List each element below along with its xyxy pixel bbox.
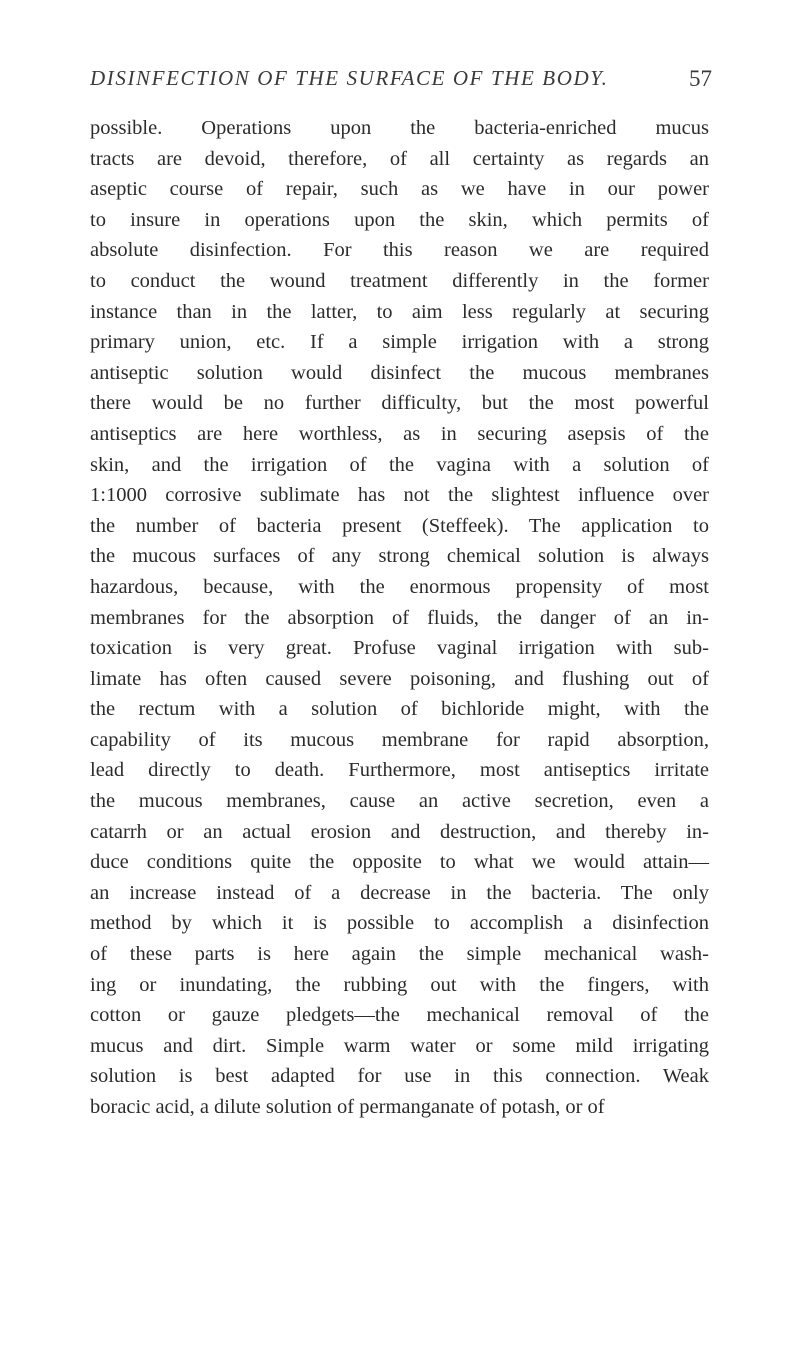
text-line: the mucous surfaces of any strong chemical solution is always bbox=[90, 545, 709, 568]
text-line: aseptic course of repair, such as we have in our power bbox=[90, 178, 709, 201]
text-line: duce conditions quite the opposite to what we would attain— bbox=[90, 851, 709, 874]
text-line: of these parts is here again the simple mechanical wash- bbox=[90, 943, 709, 966]
running-head: DISINFECTION OF THE SURFACE OF THE BODY. bbox=[90, 66, 609, 90]
text-line: to insure in operations upon the skin, which permits of bbox=[90, 208, 709, 231]
page-number: 57 bbox=[689, 66, 712, 91]
text-line: skin, and the irrigation of the vagina with a solution of bbox=[90, 453, 709, 476]
text-line: membranes for the absorption of fluids, the danger of an in- bbox=[90, 606, 709, 629]
text-line: an increase instead of a decrease in the bacteria. The only bbox=[90, 881, 709, 904]
text-line: antiseptics are here worthless, as in securing asepsis of the bbox=[90, 422, 709, 445]
text-line: there would be no further difficulty, but the most powerful bbox=[90, 392, 709, 415]
text-line: toxication is very great. Profuse vaginal irrigation with sub- bbox=[90, 637, 709, 660]
text-line: the rectum with a solution of bichloride might, with the bbox=[90, 698, 709, 721]
text-line: primary union, etc. If a simple irrigation with a strong bbox=[90, 331, 709, 354]
text-line: mucus and dirt. Simple warm water or some mild irrigating bbox=[90, 1034, 709, 1057]
text-line: solution is best adapted for use in this connection. Weak bbox=[90, 1065, 709, 1088]
text-line: absolute disinfection. For this reason we are required bbox=[90, 239, 709, 262]
text-line: method by which it is possible to accomplish a disinfection bbox=[90, 912, 709, 935]
text-line: lead directly to death. Furthermore, most antiseptics irritate bbox=[90, 759, 709, 782]
page-header bbox=[90, 66, 740, 100]
text-line: boracic acid, a dilute solution of permanganate of potash, or of bbox=[90, 1096, 605, 1118]
text-line: instance than in the latter, to aim less regularly at securing bbox=[90, 300, 709, 323]
text-line: capability of its mucous membrane for rapid absorption, bbox=[90, 728, 709, 751]
text-line: cotton or gauze pledgets—the mechanical removal of the bbox=[90, 1004, 709, 1027]
text-line: tracts are devoid, therefore, of all certainty as regards an bbox=[90, 147, 709, 170]
text-line: the mucous membranes, cause an active secretion, even a bbox=[90, 790, 709, 813]
text-line: to conduct the wound treatment differently in the former bbox=[90, 269, 709, 292]
text-line: ing or inundating, the rubbing out with the fingers, with bbox=[90, 973, 709, 996]
text-line: antiseptic solution would disinfect the mucous membranes bbox=[90, 361, 709, 384]
text-line: hazardous, because, with the enormous propensity of most bbox=[90, 575, 709, 598]
text-line: possible. Operations upon the bacteria-enriched mucus bbox=[90, 117, 709, 139]
text-line: catarrh or an actual erosion and destruction, and thereby in- bbox=[90, 820, 709, 843]
body-text bbox=[90, 113, 709, 1123]
text-line: limate has often caused severe poisoning, and flushing out of bbox=[90, 667, 709, 690]
text-line: 1:1000 corrosive sublimate has not the slightest influence over bbox=[90, 484, 709, 507]
text-line: the number of bacteria present (Steffeek). The application to bbox=[90, 514, 709, 537]
